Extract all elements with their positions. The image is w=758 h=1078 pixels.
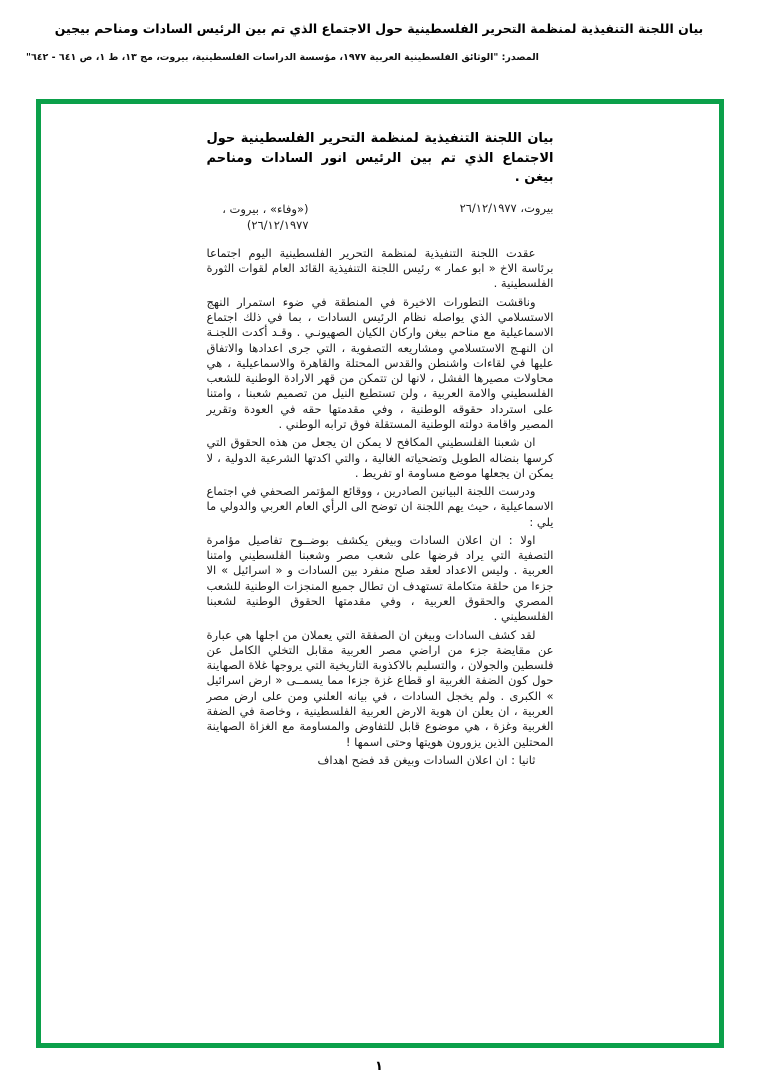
paragraph: ان شعبنا الفلسطيني المكافح لا يمكن ان يجعل من هذه الحقوق التي كرسها بنضاله الطويل وتضحياته الغالية ، والتي اكدتها الشرعية الدولية ، لا يمكن ان يجعلها موضع مساومة او تفريط .	[206, 435, 554, 480]
page-title: بيان اللجنة التنفيذية لمنظمة التحرير الفلسطينية حول الاجتماع الذي تم بين الرئيس السادات ومناحم بيجين	[54, 21, 704, 36]
source-citation: المصدر: "الوثائق الفلسطينية العربية ١٩٧٧، مؤسسة الدراسات الفلسطينية، بيروت، مج ١٣، ط ١، ص ٦٤١ - ٦٤٢"	[26, 51, 539, 63]
document-body	[207, 246, 554, 768]
scanned-document-frame	[36, 99, 724, 1048]
page-number: ١	[375, 1059, 383, 1074]
paragraph: ثانيا : ان اعلان السادات وبيغن قد فضح اهداف	[317, 752, 536, 767]
paragraph: اولا : ان اعلان السادات وبيغن يكشف بوضــوح تفاصيل مؤامرة التصفية التي يراد فرضها على شعب مصر وشعبنا الفلسطيني وامتنا العربية . وليس الاعداد لعقد صلح منفرد بين السادات و « اسرائيل » الا جزءا من حلقة متكاملة تستهدف ان تطال جميع المنجزات الوطنية للشعب المصري والحقوق العربية ، وفي مقدمتها الحقوق الوطنية لشعبنا الفلسطيني .	[206, 532, 554, 624]
dateline-agency: («وفاء» ، بيروت ، ٢٦/١٢/١٩٧٧)	[222, 201, 309, 233]
dateline-place-date: بيروت، ٢٦/١٢/١٩٧٧	[459, 200, 554, 215]
paragraph: لقد كشف السادات وبيغن ان الصفقة التي يعملان من اجلها هي عبارة عن مقايضة جزء من اراضي مصر العربية مقابل التخلي الكامل عن فلسطين والجولان ، والتسليم بالاكذوبة التاريخية التي يروجها غلاة الصهاينة حول كون الضفة الغربية او قطاع غزة جزءا مما يسمــى « ارض اسرائيل » الكبرى . ولم يخجل السادات ، في بيانه العلني ومن على ارض مصر العربية ، ان يعلن ان هوية الارض العربية الفلسطينية ، وخاصة في الضفة الغربية وغزة ، هي موضوع قابل للتفاوض والمساومة مع الغزاة الصهاينة المحتلين الذين يزورون هويتها وحتى اسمها !	[206, 627, 554, 749]
paragraph: ودرست اللجنة البيانين الصادرين ، ووقائع المؤتمر الصحفي في اجتماع الاسماعيلية ، حيث يهم اللجنة ان توضح الى الرأي العام العربي والدولي ما يلي :	[206, 484, 554, 529]
paragraph: وناقشت التطورات الاخيرة في المنطقة في ضوء استمرار النهج الاستسلامي الذي يواصله نظام الرئيس السادات ، بما في ذلك اجتماع الاسماعيلية مع مناحم بيغن واركان الكيان الصهيونـي . وقـد أكدت اللجنـة ان النهـج الاستسلامي ومشاريعه التصفوية ، التي جرى اعدادها والاتفاق عليها في لقاءات واشنطن والقدس المحتلة والقاهرة والاسماعيلية ، هي محاولات مصيرها الفشل ، لانها لن تتمكن من قهر الارادة الوطنية للشعب الفلسطيني والامة العربية ، ولن تستطيع النيل من تصميم شعبنا ، وامتنا على استرداد حقوقه الوطنية ، وفي مقدمتها حقه في العودة وتقرير المصير واقامة دولته الوطنية المستقلة فوق ترابه الوطني .	[206, 294, 554, 431]
document-title: بيان اللجنة التنفيذية لمنظمة التحرير الفلسطينية حول الاجتماع الذي تم بين الرئيس انور السادات ومناحم بيغن .	[206, 131, 554, 185]
paragraph: عقدت اللجنة التنفيذية لمنظمة التحرير الفلسطينية اليوم اجتماعا برئاسة الاخ « ابو عمار » رئيس اللجنة التنفيذية القائد العام لقوات الثورة الفلسطينية .	[206, 245, 554, 291]
page-header	[0, 0, 758, 64]
document-text-column	[207, 129, 554, 768]
dateline	[207, 201, 554, 234]
